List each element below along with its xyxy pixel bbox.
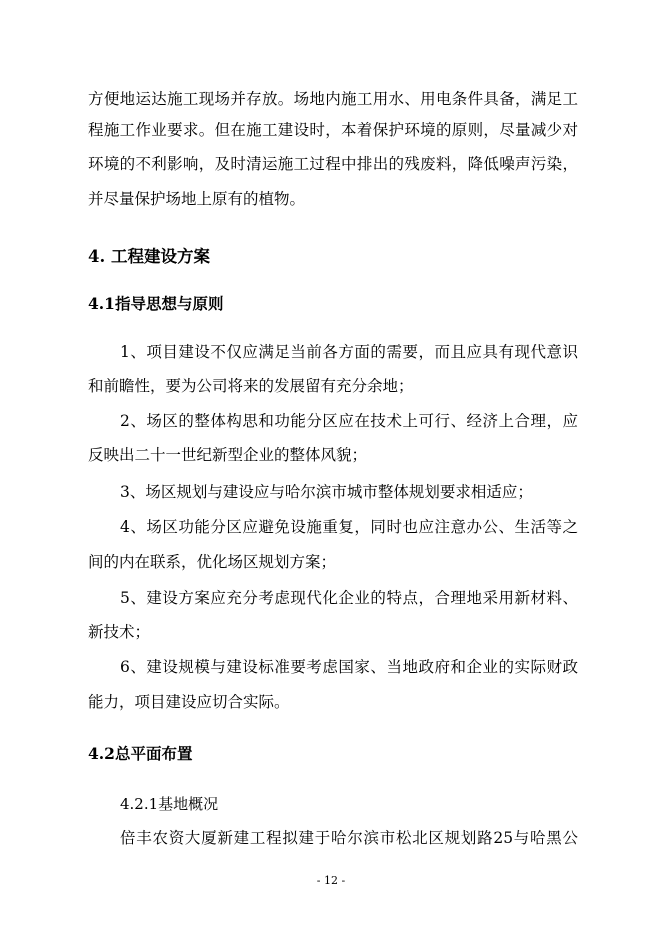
list-item-line: 1、项目建设不仅应满足当前各方面的需要，而且应具有现代意识 xyxy=(120,343,578,361)
list-item-line: 新技术； xyxy=(88,623,151,641)
subsection-heading: 4.1指导思想与原则 xyxy=(88,294,224,313)
subsection-heading: 4.2总平面布置 xyxy=(88,744,193,763)
list-item-line: 4、场区功能分区应避免设施重复，同时也应注意办公、生活等之 xyxy=(120,518,578,536)
body-text-line: 环境的不利影响，及时清运施工过程中排出的残废料，降低噪声污染， xyxy=(88,155,578,173)
section-heading: 4. 工程建设方案 xyxy=(88,247,210,266)
list-item-line: 能力，项目建设应切合实际。 xyxy=(88,693,290,711)
list-item-line: 6、建设规模与建设标准要考虑国家、当地政府和企业的实际财政 xyxy=(120,658,578,676)
sub-subsection-heading: 4.2.1基地概况 xyxy=(120,795,219,813)
page-number: - 12 - xyxy=(316,874,346,887)
list-item-line: 3、场区规划与建设应与哈尔滨市城市整体规划要求相适应； xyxy=(120,483,533,501)
list-item-line: 反映出二十一世纪新型企业的整体风貌； xyxy=(88,446,368,464)
list-item-line: 2、场区的整体构思和功能分区应在技术上可行、经济上合理，应 xyxy=(120,412,578,430)
list-item-line: 和前瞻性，要为公司将来的发展留有充分余地； xyxy=(88,377,414,395)
body-text-line: 方便地运达施工现场并存放。场地内施工用水、用电条件具备，满足工 xyxy=(88,90,578,108)
body-text-line: 并尽量保护场地上原有的植物。 xyxy=(88,190,306,208)
body-text-line: 程施工作业要求。但在施工建设时，本着保护环境的原则，尽量减少对 xyxy=(88,121,578,139)
body-text-line: 倍丰农资大厦新建工程拟建于哈尔滨市松北区规划路25与哈黑公 xyxy=(120,829,578,847)
list-item-line: 间的内在联系，优化场区规划方案； xyxy=(88,553,337,571)
list-item-line: 5、建设方案应充分考虑现代化企业的特点，合理地采用新材料、 xyxy=(120,589,578,607)
